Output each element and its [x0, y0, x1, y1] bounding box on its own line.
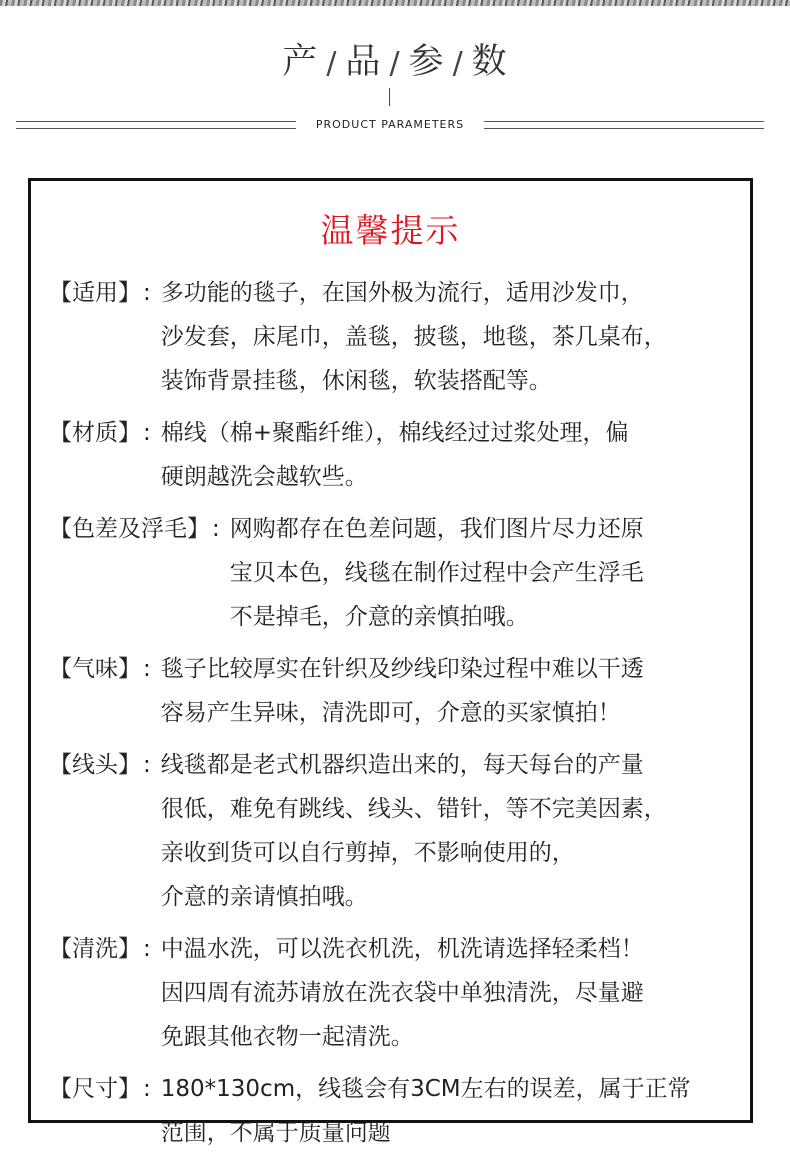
item-line: 多功能的毯子，在国外极为流行，适用沙发巾，: [160, 280, 644, 306]
notice-item-odor: [49, 647, 749, 735]
item-line: 因四周有流苏请放在洗衣袋中单独清洗，尽量避: [160, 980, 644, 1006]
title-part: 参: [408, 42, 445, 82]
label-colon: :: [143, 656, 151, 682]
title-separator: /: [389, 46, 401, 81]
item-line: 毯子比较厚实在针织及纱线印染过程中难以干透: [160, 656, 644, 682]
title-part: 品: [345, 42, 382, 82]
title-tick-divider: [389, 88, 390, 106]
item-line: 棉线（棉+聚酯纤维），棉线经过过浆处理，偏: [160, 420, 629, 446]
item-line: 网购都存在色差问题，我们图片尽力还原: [229, 516, 644, 542]
notice-title: 温馨提示: [320, 211, 461, 250]
title-part: 产: [282, 42, 319, 82]
label-text: 【材质】: [49, 420, 141, 446]
item-text: [161, 927, 749, 1059]
page-title: [0, 34, 790, 84]
item-line: 装饰背景挂毯，休闲毯，软装搭配等。: [160, 368, 552, 394]
label-text: 【适用】: [49, 280, 141, 306]
item-line: 容易产生异味，清洗即可，介意的买家慎拍！: [160, 700, 621, 726]
right-double-rule: [484, 121, 764, 129]
label-text: 【清洗】: [49, 936, 141, 962]
item-label: [49, 271, 161, 403]
item-label: [49, 411, 161, 499]
page-subtitle: PRODUCT PARAMETERS: [315, 118, 465, 131]
item-line: 宝贝本色，线毯在制作过程中会产生浮毛: [229, 560, 644, 586]
item-label: [49, 647, 161, 735]
item-line: 180*130cm，线毯会有3CM左右的误差，属于正常: [160, 1076, 691, 1102]
title-part: 数: [471, 42, 508, 82]
item-text: [161, 1067, 749, 1155]
label-colon: :: [212, 516, 220, 542]
item-line: 不是掉毛，介意的亲慎拍哦。: [229, 604, 529, 630]
label-colon: :: [143, 420, 151, 446]
notice-item-loose-threads: [49, 743, 749, 919]
item-text: [161, 647, 749, 735]
item-line: 很低，难免有跳线、线头、错针，等不完美因素，: [160, 796, 667, 822]
label-text: 【尺寸】: [49, 1076, 141, 1102]
title-separator: /: [326, 46, 338, 81]
item-line: 沙发套，床尾巾，盖毯，披毯，地毯，茶几桌布，: [160, 324, 667, 350]
notice-item-size: [49, 1067, 749, 1155]
item-line: 范围，不属于质量问题: [160, 1120, 391, 1146]
item-text: [161, 271, 749, 403]
item-label: [49, 1067, 161, 1155]
notice-box: [28, 178, 753, 1146]
label-text: 【线头】: [49, 752, 141, 778]
item-line: 线毯都是老式机器织造出来的，每天每台的产量: [160, 752, 644, 778]
item-text: [161, 743, 749, 919]
item-text: [230, 507, 749, 639]
item-line: 亲收到货可以自行剪掉，不影响使用的，: [160, 840, 575, 866]
decorative-top-strip: [0, 0, 790, 6]
label-text: 【色差及浮毛】: [49, 516, 210, 542]
subtitle-row: [16, 117, 764, 133]
label-colon: :: [143, 1076, 151, 1102]
notice-item-washing: [49, 927, 749, 1059]
notice-item-usage: [49, 271, 749, 403]
item-line: 中温水洗，可以洗衣机洗，机洗请选择轻柔档！: [160, 936, 644, 962]
notice-item-material: [49, 411, 749, 499]
notice-item-color-difference: [49, 507, 749, 639]
item-text: [161, 411, 749, 499]
label-colon: :: [143, 752, 151, 778]
item-line: 介意的亲请慎拍哦。: [160, 884, 368, 910]
item-label: [49, 743, 161, 919]
item-line: 免跟其他衣物一起清洗。: [160, 1024, 414, 1050]
item-line: 硬朗越洗会越软些。: [160, 464, 368, 490]
item-label: [49, 507, 230, 639]
item-label: [49, 927, 161, 1059]
label-colon: :: [143, 280, 151, 306]
title-separator: /: [452, 46, 464, 81]
label-colon: :: [143, 936, 151, 962]
notice-items: [49, 271, 749, 1163]
label-text: 【气味】: [49, 656, 141, 682]
